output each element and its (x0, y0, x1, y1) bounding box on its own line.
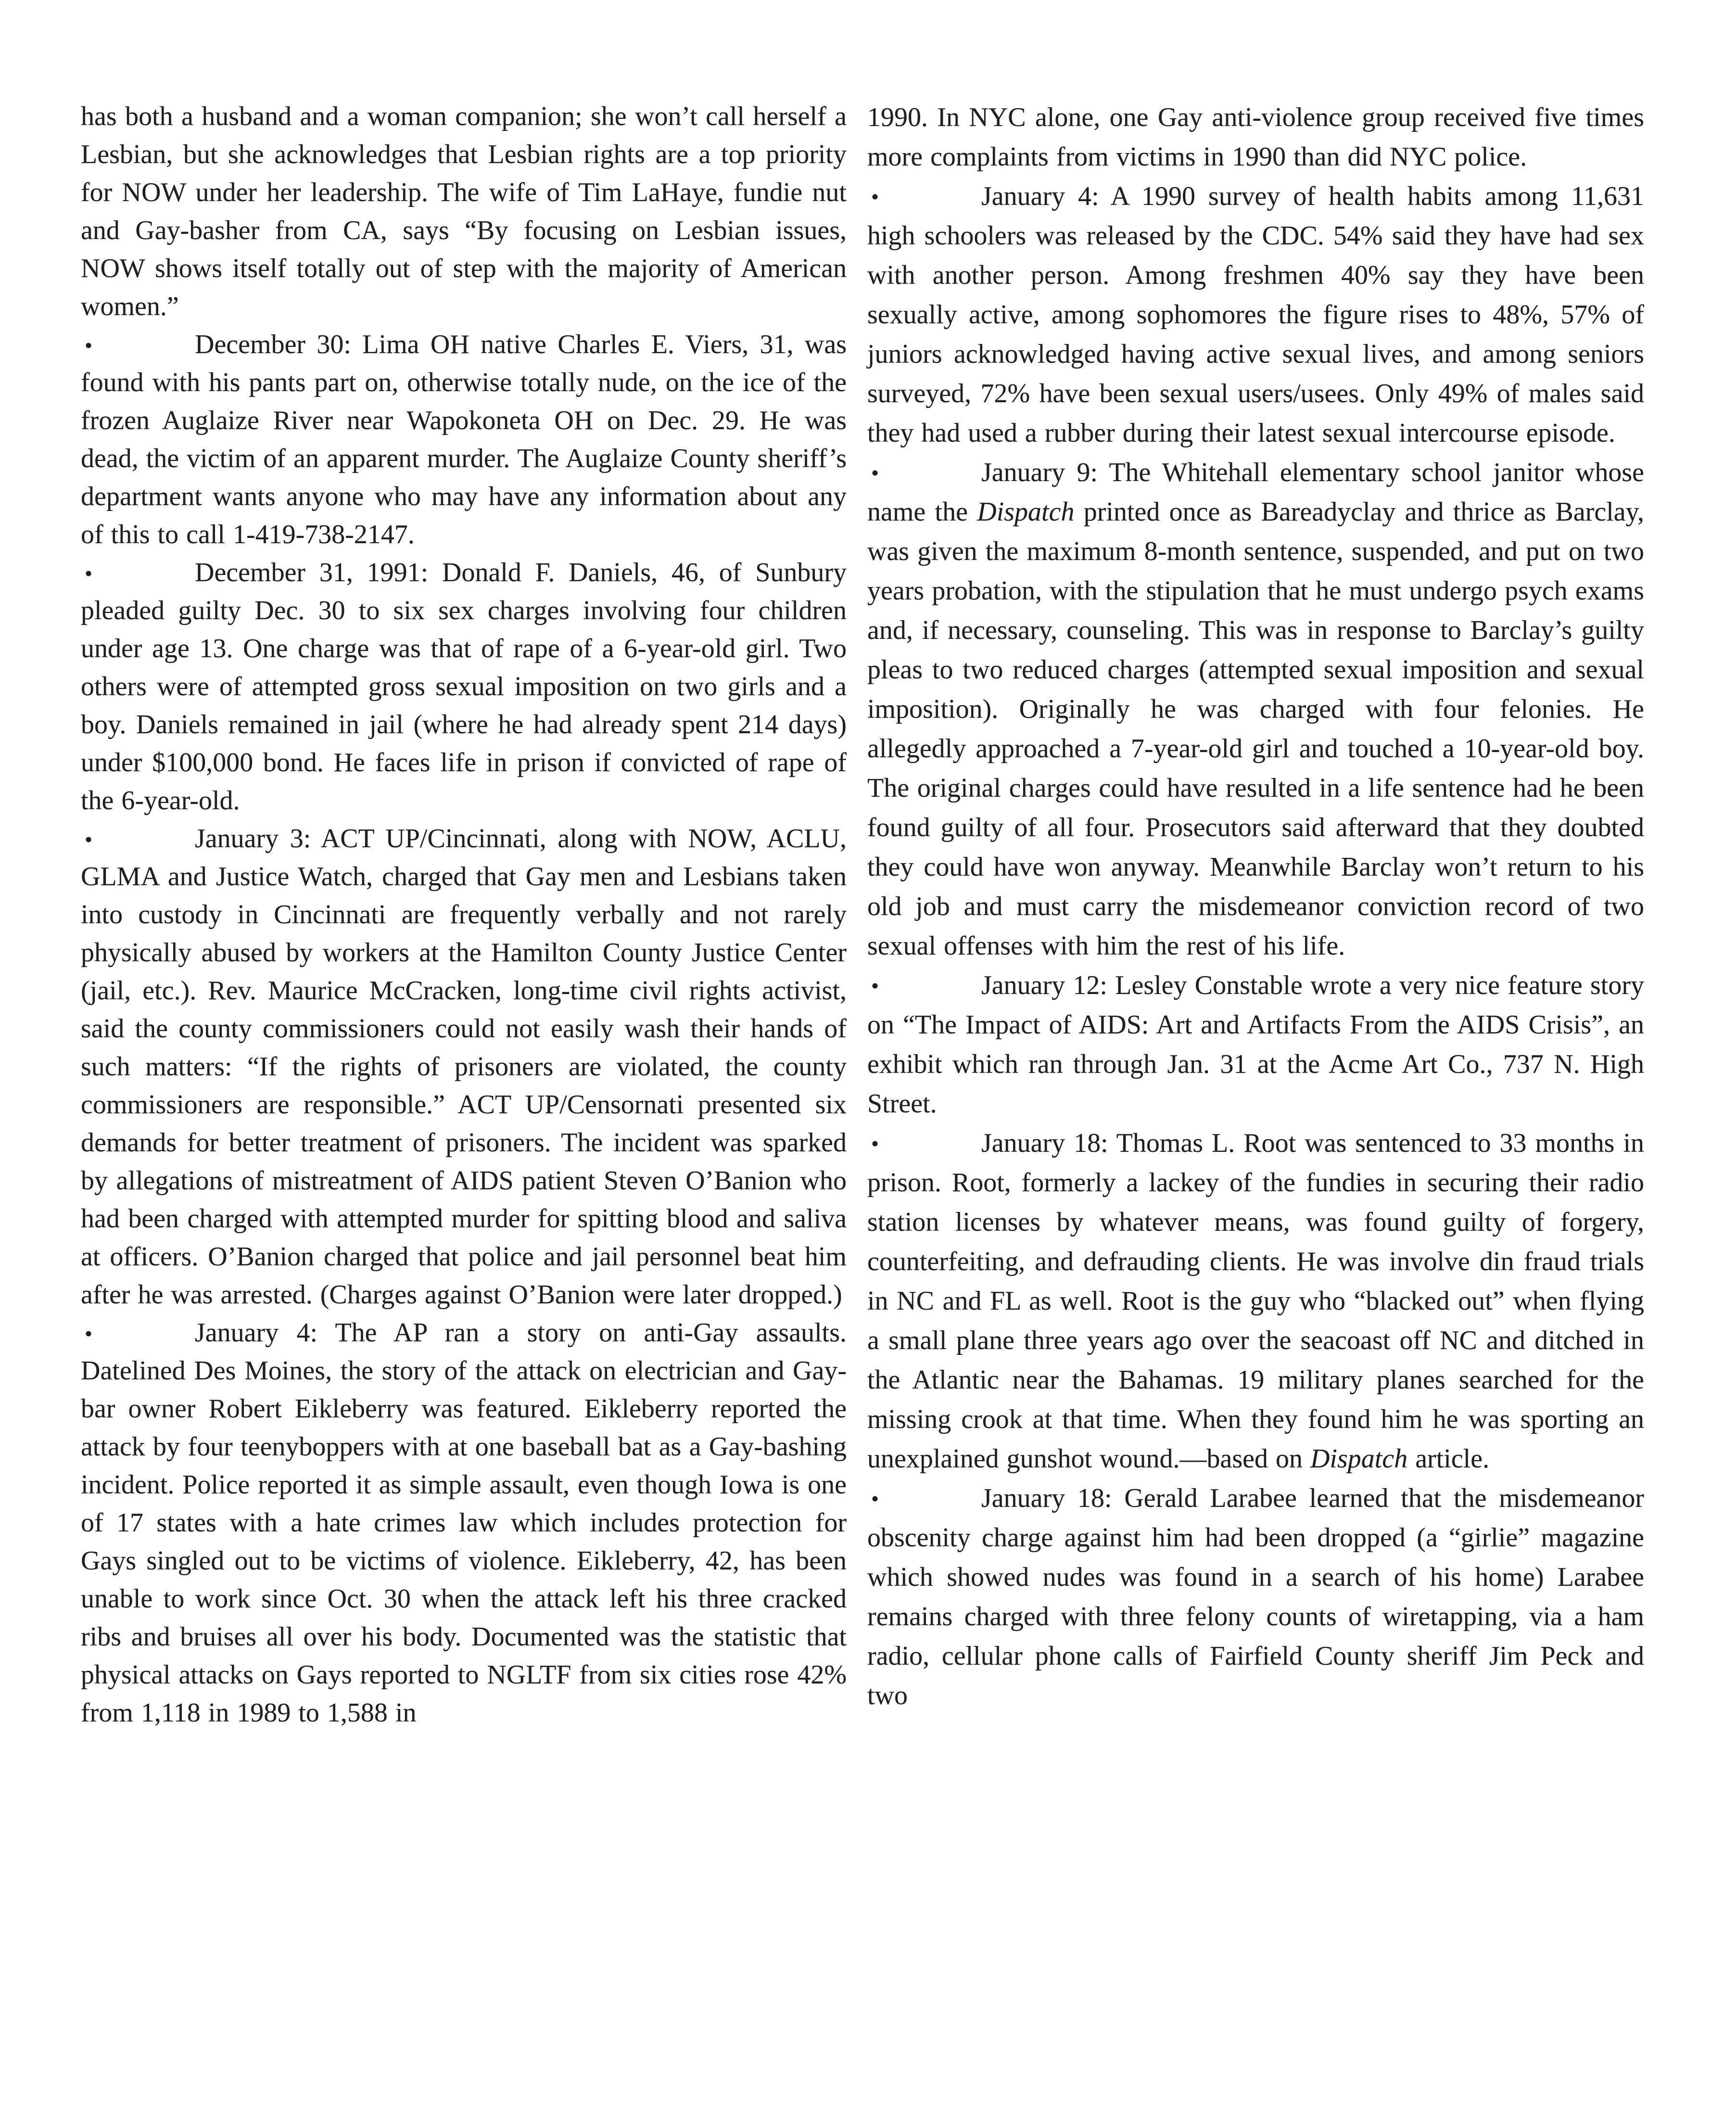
bulleted-news-item (867, 1123, 1644, 1479)
text-run: January 4: A 1990 survey of health habits among 11,631 high schoolers was released by the CDC. 54% said they have had sex with another person. Among freshmen 40% say they have been sexually active, among sophomores the figure rises to 48%, 57% of juniors acknowledged having active sexual lives, and among seniors surveyed, 72% have been sexual users/usees. Only 49% of males said they had used a rubber during their latest sexual intercourse episode. (867, 181, 1644, 448)
bulleted-news-item (867, 177, 1644, 453)
bulleted-news-item (867, 966, 1644, 1123)
left-text-column (81, 98, 847, 1732)
bullet-marker: • (85, 827, 93, 852)
text-run: December 30: Lima OH native Charles E. Viers, 31, was found with his pants part on, otherwise totally nude, on the ice of the frozen Auglaize River near Wapokoneta OH on Dec. 29. He was dead, the victim of an apparent murder. The Auglaize County sheriff’s department wants anyone who may have any information about any of this to call 1-419-738-2147. (81, 330, 847, 549)
right-text-column (867, 98, 1644, 1715)
bullet-marker: • (871, 1486, 879, 1511)
bullet-marker: • (871, 1131, 879, 1156)
continuation-paragraph (867, 98, 1644, 177)
bulleted-news-item (867, 1479, 1644, 1715)
bulleted-news-item (81, 1314, 847, 1732)
bullet-marker: • (85, 333, 93, 357)
italic-publication-name: Dispatch (977, 497, 1075, 527)
text-run: January 18: Gerald Larabee learned that the misdemeanor obscenity charge against him had been dropped (a “girlie” magazine which showed nudes was found in a search of his home) Larabee remains charged with three felony counts of wiretapping, via a ham radio, cellular phone calls of Fairfield County sheriff Jim Peck and two (867, 1483, 1644, 1710)
continuation-paragraph (81, 98, 847, 326)
text-run: 1990. In NYC alone, one Gay anti-violence group received five times more complaints from victims in 1990 than did NYC police. (867, 102, 1644, 172)
bulleted-news-item (81, 326, 847, 554)
bullet-marker: • (871, 973, 879, 998)
bullet-marker: • (85, 561, 93, 586)
italic-publication-name: Dispatch (1310, 1444, 1408, 1474)
bulleted-news-item (867, 453, 1644, 966)
text-run: January 3: ACT UP/Cincinnati, along with NOW, ACLU, GLMA and Justice Watch, charged that Gay men and Lesbians taken into custody in Cincinnati are frequently verbally and not rarely physically abused by workers at the Hamilton County Justice Center (jail, etc.). Rev. Maurice McCracken, long-time civil rights activist, said the county commissioners could not easily wash their hands of such matters: “If the rights of prisoners are violated, the county commissioners are responsible.” ACT UP/Censornati presented six demands for better treatment of prisoners. The incident was sparked by allegations of mistreatment of AIDS patient Steven O’Banion who had been charged with attempted murder for spitting blood and saliva at officers. O’Banion charged that police and jail personnel beat him after he was arrested. (Charges against O’Banion were later dropped.) (81, 824, 847, 1310)
bulleted-news-item (81, 554, 847, 820)
text-run: December 31, 1991: Donald F. Daniels, 46, of Sunbury pleaded guilty Dec. 30 to six sex charges involving four children under age 13. One charge was that of rape of a 6-year-old girl. Two others were of attempted gross sexual imposition on two girls and a boy. Daniels remained in jail (where he had already spent 214 days) under $100,000 bond. He faces life in prison if convicted of rape of the 6-year-old. (81, 558, 847, 816)
bulleted-news-item (81, 820, 847, 1314)
bullet-marker: • (871, 460, 879, 485)
text-run: January 9: The Whitehall elementary school janitor whose name the (867, 458, 1644, 527)
text-run: January 4: The AP ran a story on anti-Gay assaults. Datelined Des Moines, the story of the attack on electrician and Gay-bar owner Robert Eikleberry was featured. Eikleberry reported the attack by four teenyboppers with at one baseball bat as a Gay-bashing incident. Police reported it as simple assault, even though Iowa is one of 17 states with a hate crimes law which includes protection for Gays singled out to be victims of violence. Eikleberry, 42, has been unable to work since Oct. 30 when the attack left his three cracked ribs and bruises all over his body. Documented was the statistic that physical attacks on Gays reported to NGLTF from six cities rose 42% from 1,118 in 1989 to 1,588 in (81, 1318, 847, 1728)
bullet-marker: • (871, 184, 879, 209)
text-run: January 18: Thomas L. Root was sentenced to 33 months in prison. Root, formerly a lackey of the fundies in securing their radio station licenses by whatever means, was found guilty of forgery, counterfeiting, and defrauding clients. He was involve din fraud trials in NC and FL as well. Root is the guy who “blacked out” when flying a small plane three years ago over the seacoast off NC and ditched in the Atlantic near the Bahamas. 19 military planes searched for the missing crook at that time. When they found him he was sporting an unexplained gunshot wound.—based on (867, 1128, 1644, 1474)
text-run: has both a husband and a woman companion; she won’t call herself a Lesbian, but she acknowledges that Lesbian rights are a top priority for NOW under her leadership. The wife of Tim LaHaye, fundie nut and Gay-basher from CA, says “By focusing on Lesbian issues, NOW shows itself totally out of step with the majority of American women.” (81, 102, 847, 321)
text-run: printed once as Bareadyclay and thrice as Barclay, was given the maximum 8-month sentence, suspended, and put on two years probation, with the stipulation that he must undergo psych exams and, if necessary, counseling. This was in response to Barclay’s guilty pleas to two reduced charges (attempted sexual imposition and sexual imposition). Originally he was charged with four felonies. He allegedly approached a 7-year-old girl and touched a 10-year-old boy. The original charges could have resulted in a life sentence had he been found guilty of all four. Prosecutors said afterward that they doubted they could have won anyway. Meanwhile Barclay won’t return to his old job and must carry the misdemeanor conviction record of two sexual offenses with him the rest of his life. (867, 497, 1644, 961)
text-run: article. (1407, 1444, 1490, 1474)
bullet-marker: • (85, 1321, 93, 1346)
text-run: January 12: Lesley Constable wrote a very nice feature story on “The Impact of AIDS: Art and Artifacts From the AIDS Crisis”, an exhibit which ran through Jan. 31 at the Acme Art Co., 737 N. High Street. (867, 970, 1644, 1119)
